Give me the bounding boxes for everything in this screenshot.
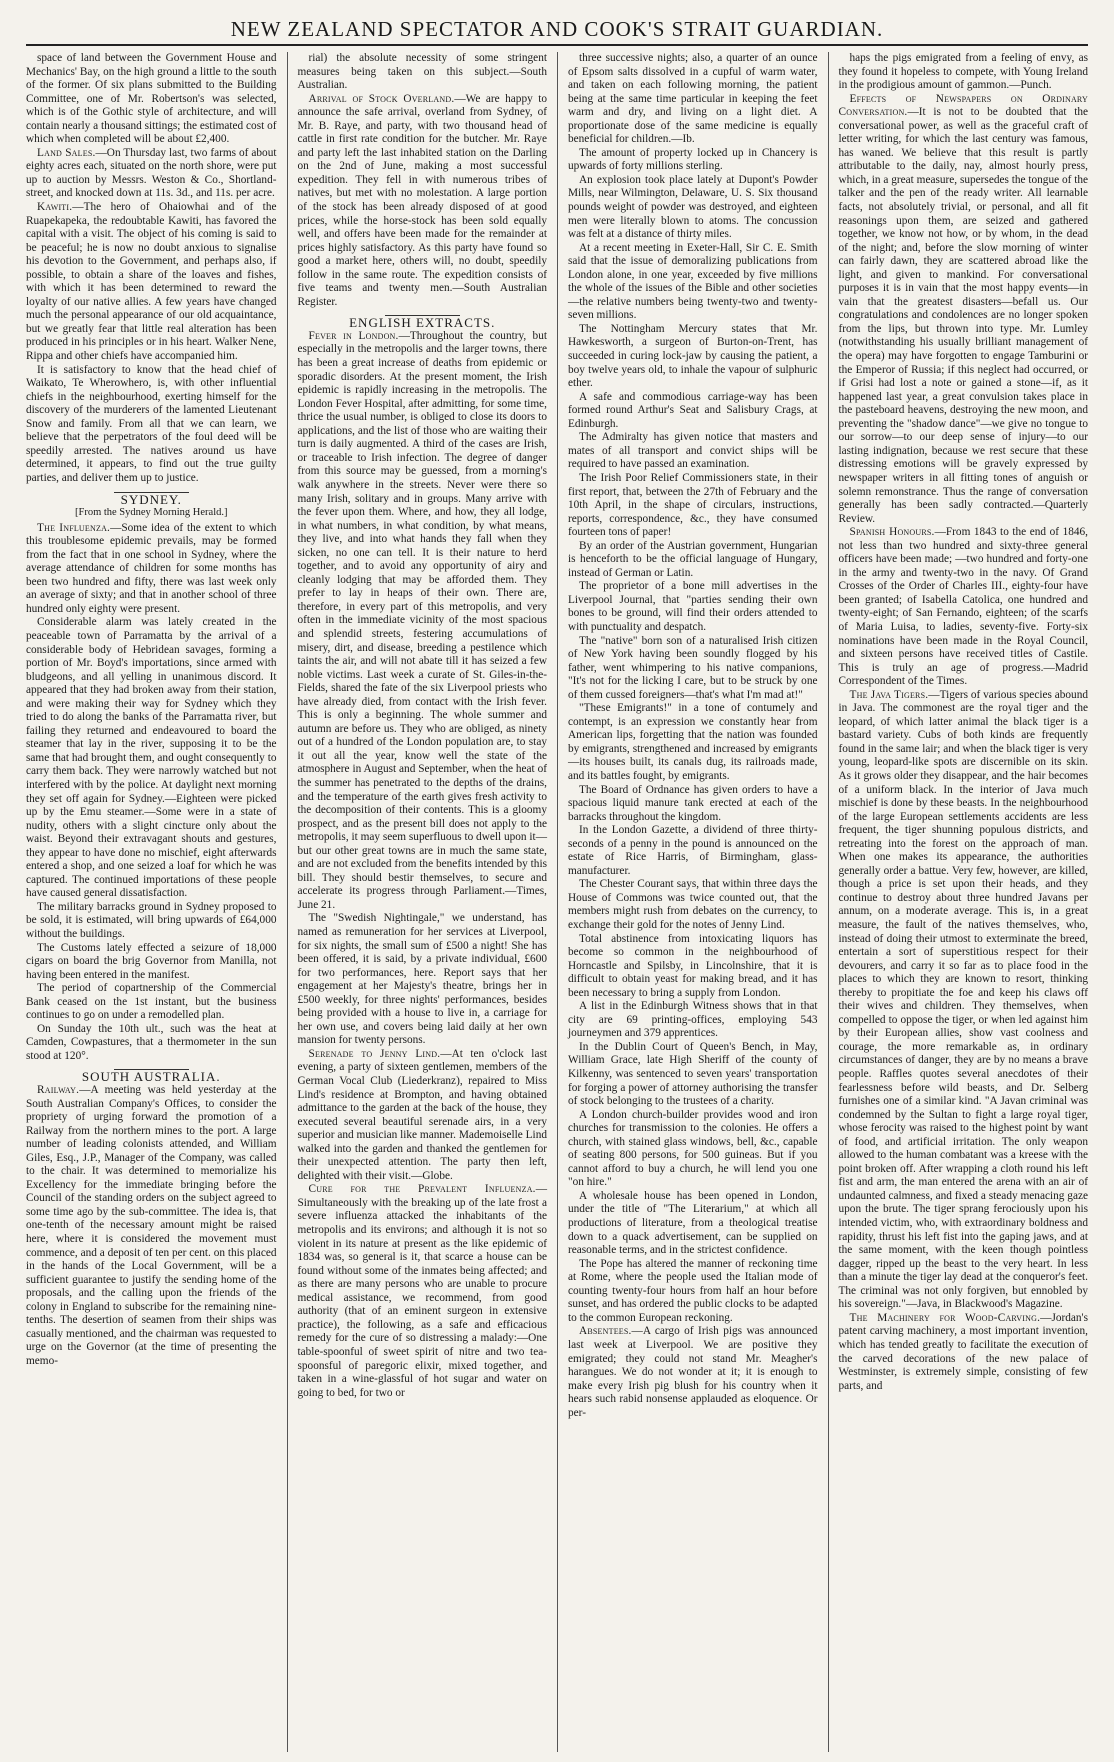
item-lead: Serenade to Jenny Lind.: [308, 1047, 441, 1060]
article-paragraph: The amount of property locked up in Chancery is upwards of forty millions sterling.: [568, 146, 818, 173]
item-body: —From 1843 to the end of 1846, not less than two hundred and sixty-three general officers have been made; —two hundred and forty-one in the army and twenty-two in the navy. Of Grand Crosses of the Order of Charles III., eighty-four have been granted; of Isabella Catolica, one hundred and twenty-eight; of San Fernando, eighteen; of the scarfs of Maria Luisa, to ladies, seventy-five. Forty-six nominations have been made in the Royal Council, and sixteen persons have received titles of Castile. This is truly an age of progress.—Madrid Correspondent of the Times.: [838, 526, 1088, 688]
section-heading-english-extracts: ENGLISH EXTRACTS.: [349, 315, 496, 331]
article-paragraph: [839, 93, 1089, 527]
article-paragraph: An explosion took place lately at Dupont's Powder Mills, near Wilmington, Delaware, U. S. Six thousand pounds weight of powder was destroyed, and eighteen men were literally blown to atoms. The concussion was felt at a distance of thirty miles.: [568, 173, 818, 241]
article-paragraph: [26, 522, 277, 617]
article-paragraph: In the London Gazette, a dividend of three thirty-seconds of a penny in the pound is announced on the estate of Rice Harris, of Birmingham, glass-manufacturer.: [568, 824, 818, 877]
section-heading-south-australia: SOUTH AUSTRALIA.: [81, 1069, 221, 1085]
article-paragraph: "These Emigrants!" in a tone of contumely and contempt, is an expression we constantly hear from American lips, forgetting that the nation was founded by emigrants, strengthened and increased by emigrants—its houses built, its canals dug, its railroads made, and its battles fought, by emigrants.: [568, 702, 818, 782]
column-4: [828, 52, 1099, 1752]
item-lead: Kawiti.: [37, 201, 73, 214]
item-body: —Some idea of the extent to which this troublesome epidemic prevails, may be formed from the fact that in one school in Sydney, where the average attendance of children for some months has been two hundred and fifty, there was last week only an average of sixty; and that in another school of three hundred only eighty were present.: [26, 521, 277, 615]
article-paragraph: A safe and commodious carriage-way has been formed round Arthur's Seat and Salisbury Crags, at Edinburgh.: [568, 390, 818, 430]
column-2: [287, 52, 558, 1752]
article-paragraph: The Chester Courant says, that within three days the House of Commons was twice counted out, that the members might rush from debates on the currency, to exchange their gold for the notes of Jenny Lind.: [568, 878, 818, 931]
item-lead: The Java Tigers.: [849, 688, 929, 701]
article-paragraph: [298, 1183, 548, 1400]
article-paragraph: [298, 93, 548, 310]
article-paragraph: [839, 1312, 1089, 1393]
article-paragraph: rial) the absolute necessity of some stringent measures being taken on this subject.—South Australian.: [297, 52, 547, 92]
article-paragraph: In the Dublin Court of Queen's Bench, in May, William Grace, late High Sheriff of the county of Kilkenny, was sentenced to seven years' transportation for forging a power of attorney authorising the transfer of stock belonging to the trustees of a charity.: [568, 1040, 818, 1108]
item-lead: Railway.: [37, 1084, 80, 1097]
article-paragraph: [298, 1048, 548, 1183]
article-paragraph: The "native" born son of a naturalised Irish citizen of New York having been soundly flogged by his father, went whimpering to his native companions, "It's not for the licking I care, but to be struck by one of them cussed foreigners—that's what I'm mad at!": [568, 634, 818, 701]
item-body: —On Thursday last, two farms of about eighty acres each, situated on the north shore, were put up to auction by Messrs. Weston & Co., Shortland-street, and knocked down at 11s. 3d., and 11s. per acre.: [26, 146, 277, 200]
article-paragraph: The Irish Poor Relief Commissioners state, in their first report, that, between the 27th of February and the 10th April, in the shape of circulars, instructions, reports, correspondence, &c., they have consumed fourteen tons of paper!: [568, 471, 818, 539]
article-paragraph: A London church-builder provides wood and iron churches for transmission to the colonies. He offers a church, with stained glass windows, bell, &c., capable of seating 800 persons, for 500 guineas. But if you cannot afford to buy a church, he will lend you one "on hire.": [568, 1108, 818, 1189]
item-body: —Throughout the country, but especially in the metropolis and the larger towns, there has been a great increase of deaths from epidemic or sporadic disorders. At the present moment, the Irish epidemic is rapidly increasing in the metropolis. The London Fever Hospital, after admitting, for some time, thrice the usual number, is obliged to close its doors to applications, and the list of those who are waiting their turn is daily augmented. A third of the cases are Irish, or traceable to Irish infection. The degree of danger from this source may be guessed, from a morning's walk anywhere in the streets. Never were there so many Irish, solitary and in groups. Many arrive with the fever upon them. Where, and how, they all lodge, in what numbers, in what condition, by what means, they live, and into what hands they fall when they sicken, no one can tell. It is their nature to herd together, and to avoid any opportunity of airy and cleanly lodging that may be afforded them. They prefer to lay in heaps of their own. There are, therefore, in every part of this metropolis, and very often in the immediate vicinity of the most spacious and splendid streets, festering accumulations of misery, dirt, and disease, breeding a pestilence which taints the air, and will not abate till it has seized a few noble victims. Last week a curate of St. Giles-in-the-Fields, shared the fate of the six Liverpool priests who have already died, from contact with the Irish fever. This is only a beginning. The whole summer and autumn are before us. They who are obliged, as ninety out of a hundred of the London population are, to stay it out all the year, know well the state of the atmosphere in August and September, when the heat of the summer has penetrated to the depths of the drains, and the temperature of the earth gives fresh activity to the decomposition of their contents. This is a gloomy prospect, and as the present bill does not apply to the metropolis, it may seem superfluous to dwell upon it—but our other great towns are in much the same state, and are not excluded from the benefits intended by this bill. They should bestir themselves, to secure and accelerate its progress through Parliament.—Times, June 21.: [297, 329, 547, 911]
article-paragraph: haps the pigs emigrated from a feeling of envy, as they found it hopeless to compete, with Young Ireland in the prodigious amount of gammon.—Punch.: [838, 52, 1088, 92]
item-lead: The Influenza.: [37, 521, 111, 534]
item-body: —The hero of Ohaiowhai and of the Ruapekapeka, the redoubtable Kawiti, has favored the capital with a visit. The object of his coming is said to be peaceful; he is now no doubt anxious to signalise his devotion to the Government, and perhaps also, if possible, to obtain a share of the loaves and fishes, with which it has been determined to reward the loyalty of our native allies. A few years have changed much the personal appearance of our old acquaintance, but we greatly fear that little real alteration has been produced in his principles or in his heart. Walker Nene, Rippa and other chiefs have accompanied him.: [26, 201, 277, 363]
article-paragraph: space of land between the Government House and Mechanics' Bay, on the high ground a little to the south of the former. Of six plans submitted to the Building Committee, one of Mr. Robertson's was selected, which is of the Gothic style of architecture, and will contain nearly a thousand sittings; the estimated cost of which when completed will be about £2,400.: [26, 52, 277, 146]
item-lead: Effects of Newspapers on Ordinary Conversation.: [838, 92, 1088, 119]
column-1: [16, 52, 287, 1752]
article-paragraph: [839, 689, 1089, 1312]
item-lead: Spanish Honours.: [849, 526, 935, 539]
article-paragraph: The Admiralty has given notice that masters and mates of all transport and convict ships will be required to have passed an examination.: [568, 431, 818, 471]
article-paragraph: The Customs lately effected a seizure of 18,000 cigars on board the brig Governor from Manilla, not having been entered in the manifest.: [26, 941, 277, 981]
article-paragraph: The proprietor of a bone mill advertises in the Liverpool Journal, that "parties sending their own bones to be ground, will find their orders attended to with punctuality and despatch.: [568, 580, 818, 633]
column-3: [557, 52, 828, 1752]
article-paragraph: A list in the Edinburgh Witness shows that in that city are 69 printing-offices, employing 543 journeymen and 379 apprentices.: [568, 1000, 818, 1040]
item-body: —Jordan's patent carving machinery, a most important invention, which has tended greatly to facilitate the execution of the carved decorations of the new palace of Westminster, is extremely simple, consisting of few parts, and: [838, 1311, 1088, 1392]
article-paragraph: three successive nights; also, a quarter of an ounce of Epsom salts dissolved in a cupful of warm water, and taken on each following morning, the patient being at the same time particular in keeping the feet warm and dry, and living on a light diet. A proportionate dose of the same medicine is equally beneficial for children.—Ib.: [568, 52, 818, 146]
article-paragraph: The Pope has altered the manner of reckoning time at Rome, where the people used the Italian mode of counting twenty-four hours from half an hour before sunset, and has ordered the public clocks to be adapted to the common European reckoning.: [568, 1257, 818, 1324]
item-body: —We are happy to announce the safe arrival, overland from Sydney, of Mr. B. Raye, and party, with two thousand head of cattle in first rate condition for the butcher. Mr. Raye and party left the last inhabited station on the Darling on the 2nd of June, making a most successful expedition. They fell in with numerous tribes of natives, but met with no molestation. A large portion of the stock has been already disposed of at good prices, while the horse-stock has been sold equally well, and offers have been made for the remainder at prices highly satisfactory. As this party have found so good a market here, others will, no doubt, speedily follow in the same route. The expedition consists of five teams and twenty men.—South Australian Register.: [297, 92, 547, 308]
article-paragraph: The "Swedish Nightingale," we understand, has named as remuneration for her services at Liverpool, for six nights, the small sum of £500 a night! She has been offered, it is said, by a private individual, £600 for two performances, here. Report says that her engagement at her Majesty's theatre, brings her in £500 weekly, for three nights' performances, besides being provided with a house to live in, a carriage for her own use, and covers being laid daily at her own mansion for twenty persons.: [297, 912, 547, 1047]
item-lead: Absentees.: [579, 1325, 632, 1338]
article-columns: [16, 52, 1098, 1752]
article-paragraph: By an order of the Austrian government, Hungarian is henceforth to be the official language of Hungary, instead of German or Latin.: [568, 539, 818, 579]
item-lead: The Machinery for Wood-Carving.: [849, 1311, 1041, 1324]
article-paragraph: [26, 147, 277, 201]
source-note: [From the Sydney Morning Herald.]: [74, 507, 228, 519]
masthead-title: NEW ZEALAND SPECTATOR AND COOK'S STRAIT GUARDIAN.: [26, 14, 1088, 46]
item-body: —A cargo of Irish pigs was announced last week at Liverpool. We are positive they emigrated; they could not stand Mr. Meagher's harangues. We do not wonder at it; it is enough to make every Irish pig blush for his country when it hears such rabid nonsense applauded as eloquence. Or per-: [568, 1325, 818, 1419]
section-heading-sydney: SYDNEY.: [120, 491, 182, 507]
item-lead: Arrival of Stock Overland.: [308, 92, 455, 105]
article-paragraph: [26, 201, 277, 364]
item-lead: Land Sales.: [37, 146, 96, 159]
article-paragraph: The Board of Ordnance has given orders to have a spacious liquid manure tank erected at each of the barracks throughout the kingdom.: [568, 783, 818, 823]
item-body: —It is not to be doubted that the conversational power, as well as the graceful craft of letter writing, for which the last century was famous, has waned. We believe that this result is partly attributable to the daily, nay, almost hourly press, which, in a great measure, supersedes the tongue of the talker and the pen of the ready writer. All learnable facts, not absolutely trivial, or personal, and all fit reasonings upon them, are seized and gathered together, we know not how, or by whom, in the dead of the night; and, before the slow morning of winter can fairly dawn, they are scattered abroad like the light, and given to mankind. For conversational purposes it is in vain that the most happy events—in vain that the greatest disasters—befall us. Our congratulations and condolences are no longer spoken from the lips, but thrown into type. Mr. Lumley (notwithstanding his usually brilliant management of the opera) may have forgotten to engage Tamburini or the Emperor of Russia; if this neglect had occurred, or if Grisi had lost a note or gained a stone—if, as it happened last year, a great convulsion takes place in the pasteboard heavens, destroying the new moon, and preventing the "shadow dance"—we give no tongue to our sorrow—to our deep sense of injury—to our lasting indignation, because we rest secure that these distressing emotions will be gravely expressed by newspaper writers in all fitting tones of anguish or solemn remonstrance. Thus the range of conversation generally has been sadly contracted.—Quarterly Review.: [838, 106, 1088, 525]
item-body: —Simultaneously with the breaking up of the late frost a severe influenza attacked the inhabitants of the metropolis and its environs; and although it is not so violent in its nature at present as the like epidemic of 1834 was, so general is it, that scarce a house can be found without some of the inmates being affected; and as there are many persons who are unable to procure medical assistance, we recommend, from good authority (that of an eminent surgeon in extensive practice), the following, as a safe and efficacious remedy for the cure of so distressing a malady:—One table-spoonful of sweet spirit of nitre and two tea-spoonsful of paregoric elixir, mixed together, and taken in a wine-glassful of hot sugar and water on going to bed, for two or: [297, 1183, 547, 1399]
article-paragraph: A wholesale house has been opened in London, under the title of "The Literarium," at which all productions of literature, from a theological treatise down to a quack advertisement, can be supplied on reasonable terms, and in the strictest confidence.: [568, 1189, 818, 1257]
article-paragraph: At a recent meeting in Exeter-Hall, Sir C. E. Smith said that the issue of demoralizing publications from London alone, in one year, exceeded by five millions the whole of the issues of the Bible and other societies—the relative numbers being twenty-two and twenty-seven millions.: [568, 241, 818, 322]
item-body: —At ten o'clock last evening, a party of sixteen gentlemen, members of the German Vocal Club (Liederkranz), repaired to Miss Lind's residence at Brompton, and having obtained admittance to the garden at the back of the house, they executed several beautiful serenade airs, in a very superior and musician like manner. Mademoiselle Lind walked into the garden and thanked the gentlemen for their unexpected attention. The party then left, delighted with their visit.—Globe.: [297, 1047, 547, 1182]
article-paragraph: On Sunday the 10th ult., such was the heat at Camden, Cowpastures, that a thermometer in the sun stood at 120°.: [26, 1022, 277, 1062]
article-paragraph: [298, 330, 548, 913]
item-lead: Fever in London.: [308, 329, 399, 342]
article-paragraph: The period of copartnership of the Commercial Bank ceased on the 1st instant, but the business continues to go on under a remodelled plan.: [26, 982, 277, 1022]
item-body: —A meeting was held yesterday at the South Australian Company's Offices, to consider the propriety of urging forward the promotion of a Railway from the northern mines to the port. A large number of leading colonists attended, and William Giles, Esq., J.P., Manager of the Company, was called to the chair. It was determined to memorialize his Excellency for the immediate bringing before the Council of the standing orders on the subject agreed to some time ago by the sub-committee. The idea is, that one-tenth of the necessary amount might be raised here, where it is considered the movement must commence, and a deposit of ten per cent. on this placed in the hands of the Local Government, will be a sufficient guarantee to justify the sending home of the proposals, and the calling upon the friends of the colony in England to subscribe for the remaining nine-tenths. The desertion of seamen from their ships was casually mentioned, and the chairman was requested to urge on the Governor (at the time of presenting the memo-: [26, 1084, 277, 1367]
article-paragraph: Total abstinence from intoxicating liquors has become so common in the neighbourhood of Horncastle and Spilsby, in Lincolnshire, that it is difficult to obtain yeast for making bread, and it has been necessary to bring a supply from London.: [568, 932, 818, 999]
article-paragraph: [26, 1084, 277, 1368]
article-paragraph: [839, 526, 1089, 689]
article-paragraph: Considerable alarm was lately created in the peaceable town of Parramatta by the arrival of a considerable body of Hebridean savages, forming a portion of Mr. Boyd's importations, since armed with bludgeons, and all yelling in unanimous discord. It appeared that they had broken away from their station, and were making their way for Sydney which they tried to do along the banks of the Parramatta river, but failing they returned and endeavoured to board the steamer that lay in the river, supposing it to be the same that had brought them, and ought consequently to carry them back. They were narrowly watched but not interfered with by the police. At daylight next morning they set off again for Sydney.—Eighteen were picked up by the Emu steamer.—Some were in a state of nudity, others with a slight cincture only about the waist. Beyond their extravagant shouts and gestures, they appear to have done no mischief, eight afterwards entered a shop, and one seized a loaf for which he was captured. The continued importations of these people have caused general dissatisfaction.: [26, 616, 277, 900]
item-body: —Tigers of various species abound in Java. The commonest are the royal tiger and the leopard, of which latter animal the black tiger is a bastard variety. Cubs of both kinds are frequently found in the same lair; and when the black tiger is very young, leopard-like spots are discernible on its skin. As it grows older they disappear, and the hair becomes of a uniform black. In the interior of Java much mischief is done by these beasts. In the neighbourhood of the large European settlements accidents are less frequent, the tiger shunning populous districts, and retreating into the forest on the approach of man. When one makes its appearance, the authorities generally order a battue. Very few, however, are killed, though a price is set upon their heads, and they continue to destroy about three hundred Javans per annum, on a moderate average. This is, in a great measure, the fault of the natives themselves, who, instead of doing their utmost to exterminate the breed, entertain a sort of superstitious respect for their devourers, and carry it so far as to place food in the places to which they are known to resort, thinking thereby to propitiate the foe and keep his claws off their wives and children. They themselves, when compelled to oppose the tiger, or when led against him by their European allies, show vast coolness and courage, the more remarkable as, in ordinary circumstances of danger, they are by no means a brave people. Raffles quotes several anecdotes of their fearlessness before wild beasts, and Dr. Selberg furnishes one of a similar kind. "A Javan criminal was condemned by the Sultan to fight a large royal tiger, whose ferocity was raised to the highest point by want of food, and artificial irritation. The only weapon allowed to the human combatant was a kreese with the point broken off. After wrapping a cloth round his left fist and arm, the man entered the arena with an air of undaunted calmness, and fixed a steady menacing gaze upon the brute. The tiger sprang ferociously upon his intended victim, who, with extraordinary boldness and rapidity, thrust his left fist into the gaping jaws, and at the same moment, with the keen though pointless dagger, ripped up the beast to the very heart. In less than a minute the tiger lay dead at the conqueror's feet. The criminal was not only forgiven, but ennobled by his sovereign."—Java, in Blackwood's Magazine.: [838, 688, 1088, 1311]
article-paragraph: [568, 1325, 818, 1420]
article-paragraph: The Nottingham Mercury states that Mr. Hawkesworth, a surgeon of Burton-on-Trent, has succeeded in curing lock-jaw by causing the patient, a boy twelve years old, to inhale the vapour of sulphuric ether.: [568, 322, 818, 390]
article-paragraph: The military barracks ground in Sydney proposed to be sold, it is estimated, will bring upwards of £64,000 without the buildings.: [26, 900, 277, 940]
item-lead: Cure for the Prevalent Influenza.: [308, 1183, 536, 1196]
article-paragraph: It is satisfactory to know that the head chief of Waikato, Te Wherowhero, is, with other influential chiefs in the neighbourhood, exerting himself for the discovery of the murderers of the lamented Lieutenant Snow and family. From all that we can learn, we believe that the perpetrators of the foul deed will be speedily arrested. The natives around us have determined, it appears, to find out the true guilty parties, and deliver them up to justice.: [26, 363, 277, 484]
